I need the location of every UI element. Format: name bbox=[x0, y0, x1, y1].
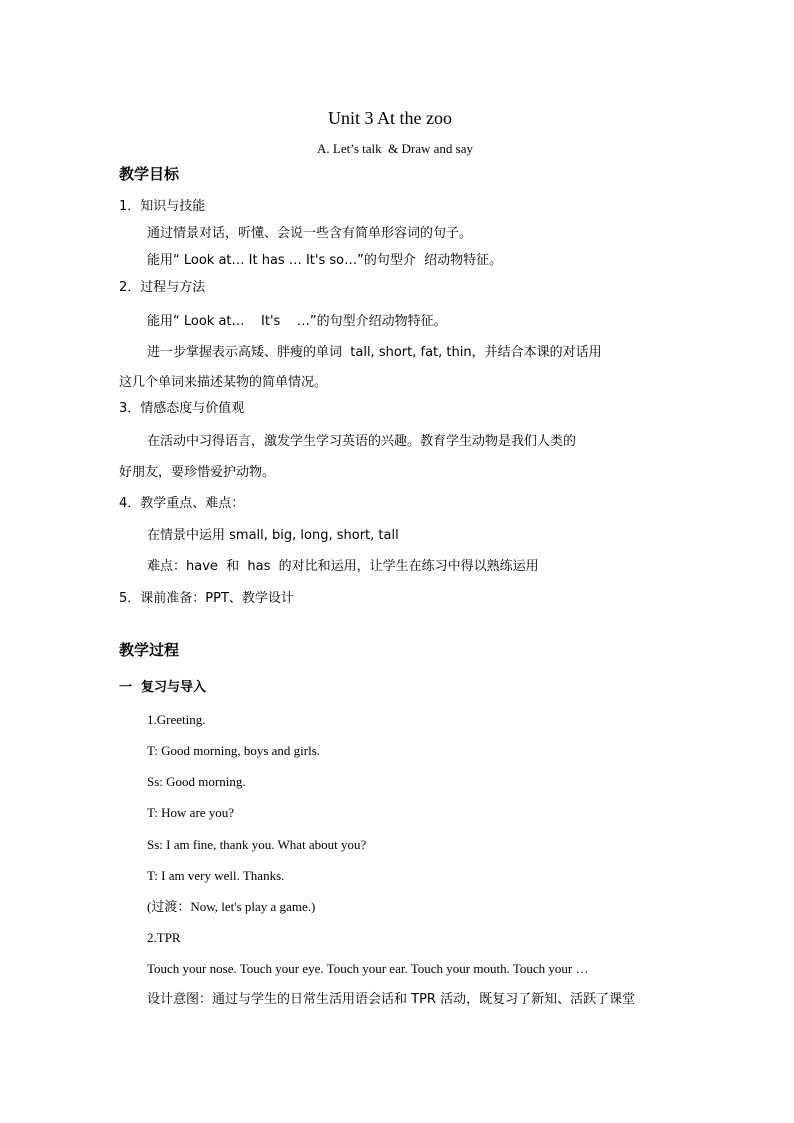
process-line: T: How are you? bbox=[147, 805, 235, 820]
page-title: Unit 3 At the zoo bbox=[328, 108, 452, 128]
part-1-heading: 一 复习与导入 bbox=[119, 680, 207, 695]
objectives-heading: 教学目标 bbox=[119, 165, 180, 183]
section-5-heading: 5．课前准备：PPT、教学设计 bbox=[119, 591, 294, 606]
section-1-line-1: 通过情景对话，听懂、会说一些含有简单形容词的句子。 bbox=[147, 226, 473, 241]
process-line: (过渡：Now, let's play a game.) bbox=[147, 899, 316, 914]
process-line: 2.TPR bbox=[147, 930, 181, 945]
section-4-heading: 4．教学重点、难点： bbox=[119, 496, 245, 511]
section-2-line-2: 进一步掌握表示高矮、胖瘦的单词 tall, short, fat, thin，并结合本课的对话用 bbox=[147, 345, 602, 360]
process-line: 设计意图：通过与学生的日常生活用语会话和 TPR 活动，既复习了新知、活跃了课堂 bbox=[147, 992, 636, 1007]
section-2-heading: 2．过程与方法 bbox=[119, 280, 206, 295]
process-line: 1.Greeting. bbox=[147, 712, 206, 727]
process-heading: 教学过程 bbox=[119, 641, 180, 659]
process-line: T: I am very well. Thanks. bbox=[147, 868, 285, 883]
process-line: Ss: Good morning. bbox=[147, 774, 246, 789]
section-2-line-3: 这几个单词来描述某物的简单情况。 bbox=[119, 375, 328, 390]
section-4-line-1: 在情景中运用 small, big, long, short, tall bbox=[147, 528, 399, 543]
process-line: T: Good morning, boys and girls. bbox=[147, 743, 321, 758]
section-3-line-2: 好朋友，要珍惜爱护动物。 bbox=[119, 465, 276, 480]
section-1-line-2: 能用“ Look at… It has … It's so…”的句型介 绍动物特征。 bbox=[147, 253, 503, 268]
process-line: Touch your nose. Touch your eye. Touch your ear. Touch your mouth. Touch your … bbox=[147, 961, 589, 976]
section-3-heading: 3．情感态度与价值观 bbox=[119, 401, 245, 416]
section-2-line-1: 能用“ Look at… It's …”的句型介绍动物特征。 bbox=[147, 314, 447, 329]
process-line: Ss: I am fine, thank you. What about you? bbox=[147, 837, 367, 852]
section-4-line-2: 难点：have 和 has 的对比和运用，让学生在练习中得以熟练运用 bbox=[147, 559, 539, 574]
section-3-line-1: 在活动中习得语言，激发学生学习英语的兴趣。教育学生动物是我们人类的 bbox=[147, 434, 577, 449]
section-1-heading: 1．知识与技能 bbox=[119, 199, 206, 214]
page-subtitle: A. Let’s talk & Draw and say bbox=[317, 141, 473, 156]
